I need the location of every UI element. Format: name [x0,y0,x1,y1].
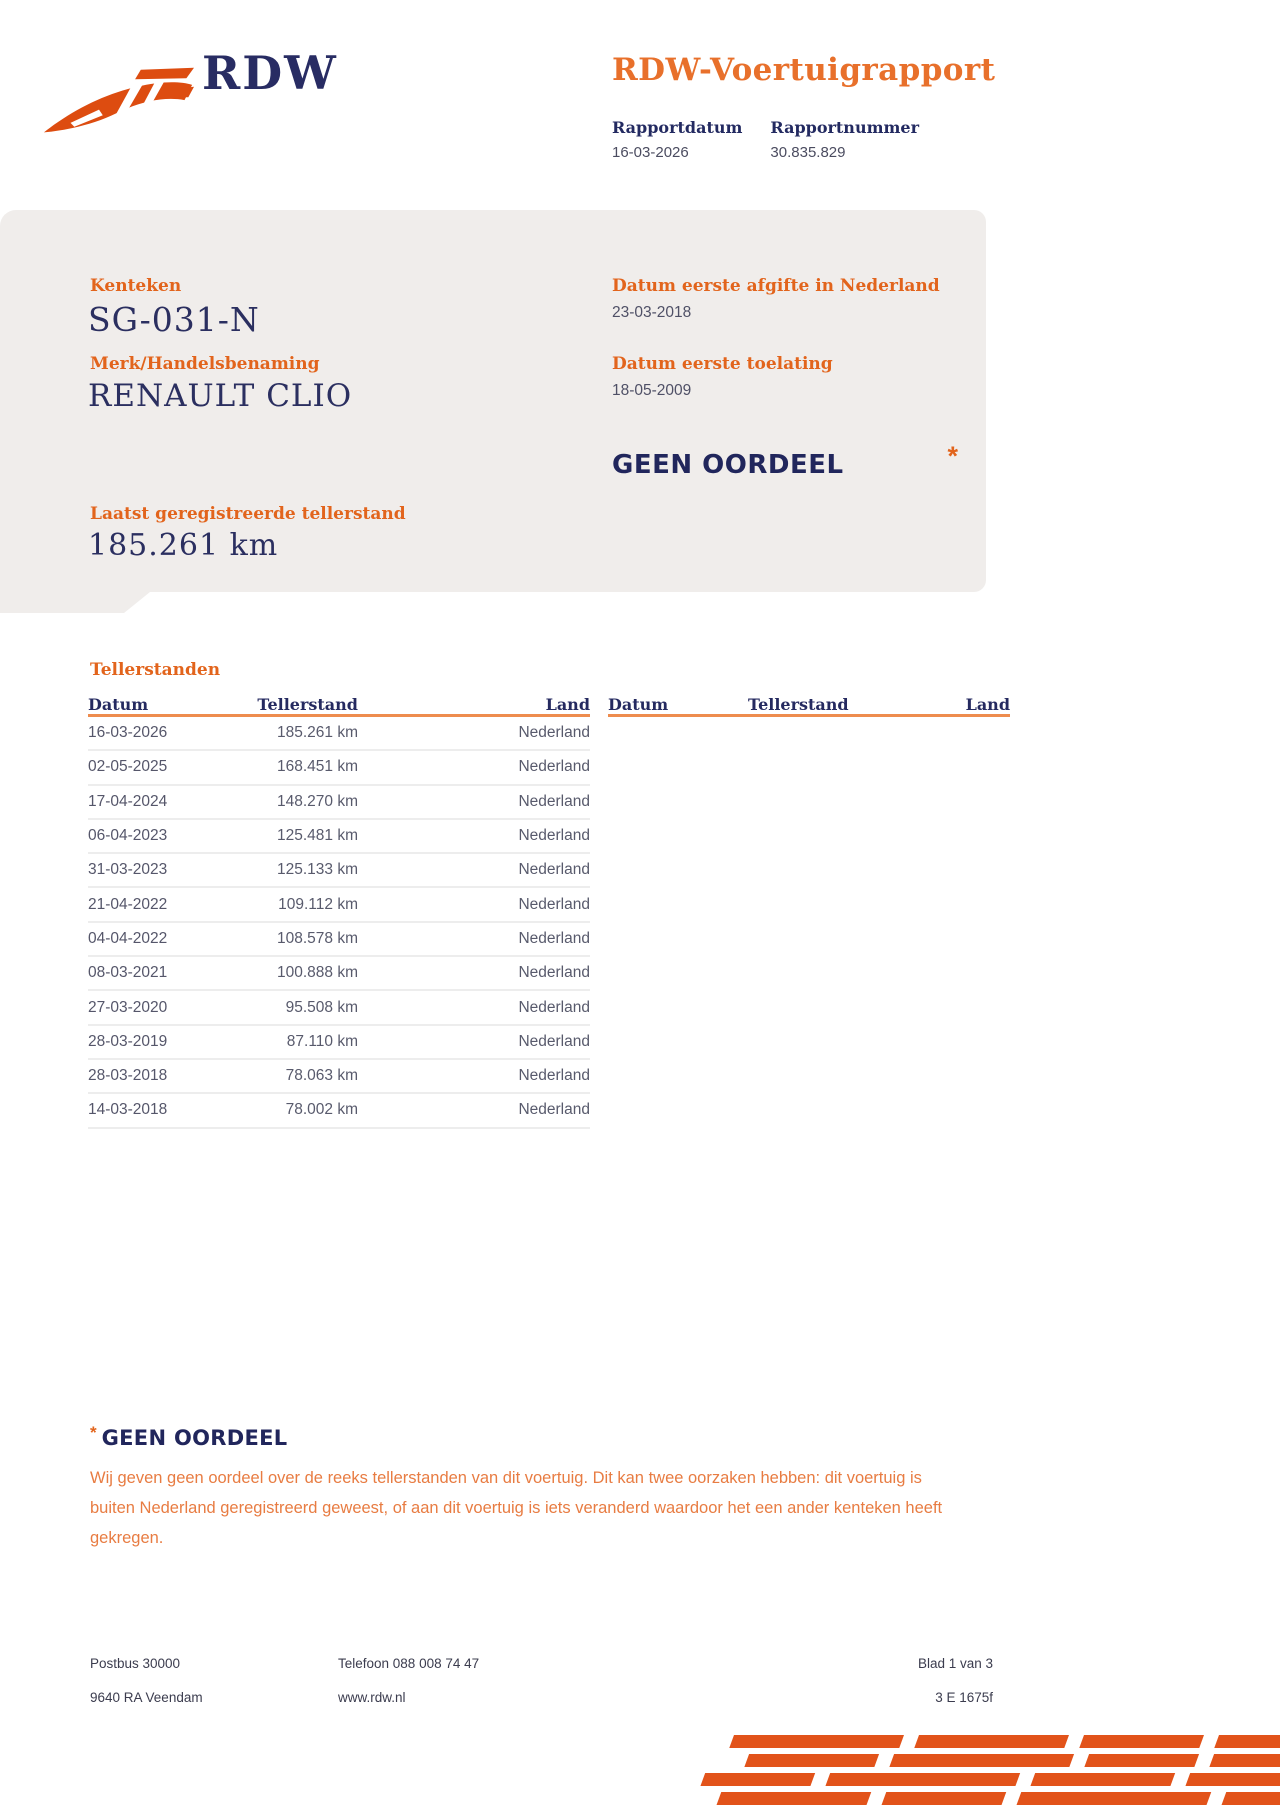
cell-teller: 125.133 km [277,861,358,879]
cell-land: Nederland [518,792,590,810]
table-row [88,820,590,854]
cell-datum: 16-03-2026 [88,724,168,742]
footer-phone: Telefoon 088 008 74 47 [338,1656,480,1671]
table-row [88,751,590,785]
column-header-datum: Datum [88,695,149,714]
odometer-table-header [88,688,590,717]
afgifte-label: Datum eerste afgifte in Nederland [612,276,940,296]
footer-form-code: 3 E 1675f [935,1690,993,1705]
table-row [88,991,590,1025]
cell-land: Nederland [518,929,590,947]
column-header-land-right: Land [965,695,1010,714]
cell-teller: 87.110 km [286,1032,358,1050]
verdict-asterisk: * [947,441,958,471]
column-header-datum-right: Datum [608,695,669,714]
column-header-tellerstand: Tellerstand [257,695,358,714]
odometer-table-left [88,688,590,1129]
report-number-label: Rapportnummer [770,118,920,137]
cell-datum: 28-03-2019 [88,1032,168,1050]
odometer-table-body [88,717,590,1129]
rdw-stripe-pattern-graphic [676,1735,1280,1811]
cell-land: Nederland [518,724,590,742]
rdw-logo-icon [42,66,194,138]
cell-datum: 14-03-2018 [88,1101,168,1119]
cell-land: Nederland [518,1032,590,1050]
cell-teller: 148.270 km [277,792,358,810]
verdict-row [612,441,958,480]
report-date-label: Rapportdatum [612,118,743,137]
kenteken-value: SG-031-N [88,300,260,339]
report-date-value: 16-03-2026 [612,144,689,161]
cell-teller: 125.481 km [277,827,358,845]
cell-teller: 78.002 km [285,1101,358,1119]
toelating-value: 18-05-2009 [612,382,692,399]
cell-land: Nederland [518,964,590,982]
table-row [88,923,590,957]
table-row [88,1026,590,1060]
tellerstand-label: Laatst geregistreerde tellerstand [90,504,406,524]
cell-datum: 31-03-2023 [88,861,168,879]
cell-land: Nederland [518,758,590,776]
table-row [88,1060,590,1094]
cell-datum: 06-04-2023 [88,827,168,845]
report-meta [612,118,919,161]
footer-page-indicator: Blad 1 van 3 [917,1656,993,1671]
afgifte-value: 23-03-2018 [612,304,692,321]
cell-datum: 17-04-2024 [88,792,168,810]
panel-tab-shape [0,592,150,613]
odometer-tables [88,688,1010,1129]
rdw-logo-wordmark: RDW [202,46,338,100]
cell-land: Nederland [518,1101,590,1119]
column-header-tellerstand-right: Tellerstand [748,695,849,714]
kenteken-label: Kenteken [90,276,182,296]
table-row [88,717,590,751]
cell-datum: 02-05-2025 [88,758,168,776]
odometer-table-right [608,688,1010,1129]
cell-teller: 95.508 km [285,998,358,1016]
table-row [88,957,590,991]
footnote-asterisk: * [90,1423,97,1442]
footer-website: www.rdw.nl [338,1690,406,1705]
footnote-title: GEEN OORDEEL [101,1426,288,1450]
cell-datum: 08-03-2021 [88,964,168,982]
cell-land: Nederland [518,998,590,1016]
odometer-table-header-right [608,688,1010,717]
report-number-value: 30.835.829 [770,144,846,161]
table-row [88,854,590,888]
toelating-label: Datum eerste toelating [612,354,833,374]
merk-label: Merk/Handelsbenaming [90,354,320,374]
cell-teller: 78.063 km [285,1067,358,1085]
verdict-footnote [90,1423,954,1553]
footnote-text: Wij geven geen oordeel over de reeks tellerstanden van dit voertuig. Dit kan twee oorzaken hebben: dit voertuig is buiten Nederland geregistreerd geweest, of aan dit voertuig is iets veranderd waardoor het een ander kenteken heeft gekregen. [90,1469,943,1547]
tellerstand-value: 185.261 km [88,528,279,563]
page-footer [90,1656,993,1724]
cell-datum: 21-04-2022 [88,895,168,913]
table-row [88,888,590,922]
cell-land: Nederland [518,861,590,879]
merk-value: RENAULT CLIO [88,378,353,414]
cell-datum: 04-04-2022 [88,929,168,947]
cell-teller: 108.578 km [277,929,358,947]
cell-teller: 100.888 km [277,964,358,982]
cell-datum: 28-03-2018 [88,1067,168,1085]
cell-teller: 109.112 km [278,895,358,913]
footer-address-line1: Postbus 30000 [90,1656,181,1671]
page-title: RDW-Voertuigrapport [612,52,996,88]
table-row [88,1094,590,1128]
footer-address-line2: 9640 RA Veendam [90,1690,203,1705]
cell-land: Nederland [518,895,590,913]
cell-land: Nederland [518,827,590,845]
cell-datum: 27-03-2020 [88,998,168,1016]
cell-teller: 185.261 km [277,724,358,742]
column-header-land: Land [545,695,590,714]
cell-teller: 168.451 km [277,758,358,776]
verdict-text: GEEN OORDEEL [612,450,844,480]
table-row [88,786,590,820]
odometer-section-title: Tellerstanden [90,660,221,680]
cell-land: Nederland [518,1067,590,1085]
